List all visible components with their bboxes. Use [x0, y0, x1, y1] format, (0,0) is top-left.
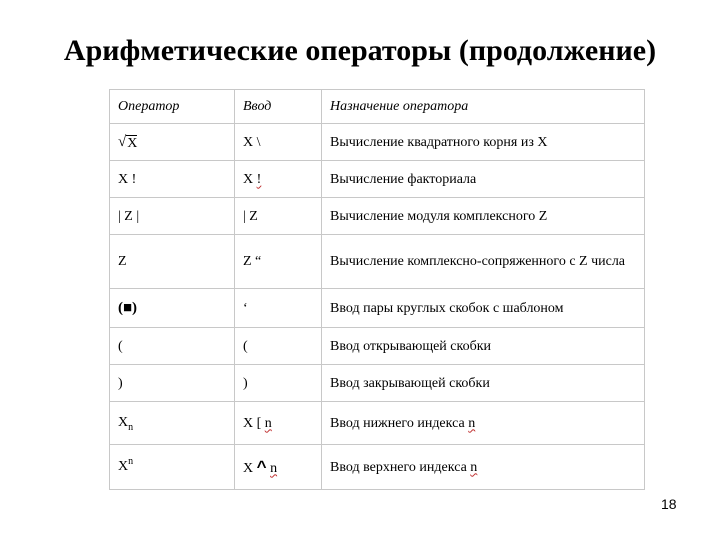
operator-cell: X !	[110, 161, 235, 198]
input-cell: X \	[235, 124, 322, 161]
operator-cell: | Z |	[110, 198, 235, 235]
description-cell: Вычисление факториала	[322, 161, 645, 198]
description-cell: Ввод пары круглых скобок с шаблоном	[322, 289, 645, 328]
input-cell: ‘	[235, 289, 322, 328]
description-cell: Вычисление квадратного корня из X	[322, 124, 645, 161]
table-row	[110, 198, 645, 235]
page-number: 18	[661, 496, 677, 512]
table-row	[110, 161, 645, 198]
table-header-row	[110, 90, 645, 124]
input-cell: Z “	[235, 235, 322, 289]
input-cell: X [ n	[235, 402, 322, 445]
operator-cell	[110, 124, 235, 161]
input-cell: | Z	[235, 198, 322, 235]
table-row	[110, 365, 645, 402]
header-operator: Оператор	[110, 90, 235, 124]
header-purpose: Назначение оператора	[322, 90, 645, 124]
description-cell: Вычисление комплексно-сопряженного с Z числа	[322, 235, 645, 289]
description-cell: Ввод нижнего индекса n	[322, 402, 645, 445]
input-cell: X ^ n	[235, 445, 322, 490]
description-cell: Ввод верхнего индекса n	[322, 445, 645, 490]
input-cell: )	[235, 365, 322, 402]
table-row	[110, 289, 645, 328]
page-title: Арифметические операторы (продолжение)	[63, 34, 657, 67]
table-row	[110, 124, 645, 161]
table-row	[110, 402, 645, 445]
table-row	[110, 328, 645, 365]
description-cell: Ввод закрывающей скобки	[322, 365, 645, 402]
operators-table-container	[109, 89, 644, 490]
header-input: Ввод	[235, 90, 322, 124]
superscript-index: n	[128, 456, 134, 467]
caret-symbol: ^	[256, 456, 267, 476]
input-cell: (	[235, 328, 322, 365]
operator-cell: $X_n$	[110, 402, 235, 445]
subscript-index: n	[128, 422, 134, 433]
table-row	[110, 445, 645, 490]
operator-cell: (■)	[110, 289, 235, 328]
description-cell: Ввод открывающей скобки	[322, 328, 645, 365]
table-row	[110, 235, 645, 289]
operator-cell: )	[110, 365, 235, 402]
input-cell: X !	[235, 161, 322, 198]
operator-cell: $X^n$	[110, 445, 235, 490]
operators-table	[109, 89, 645, 490]
square-root-symbol: √ X	[118, 133, 138, 151]
operator-cell: Z	[110, 235, 235, 289]
operator-cell: (	[110, 328, 235, 365]
description-cell: Вычисление модуля комплексного Z	[322, 198, 645, 235]
